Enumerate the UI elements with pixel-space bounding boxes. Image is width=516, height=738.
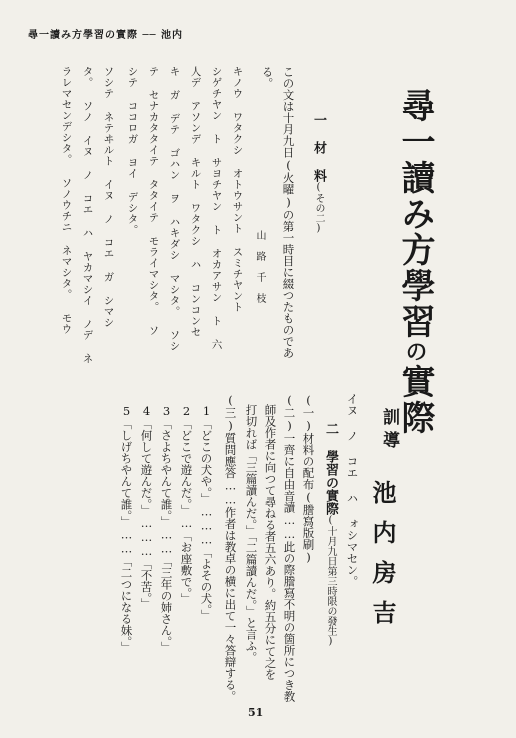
- author-name: 池内房吉: [368, 480, 397, 640]
- intro-line-1: この文は十月九日(火曜)の第一時目に綴つたものであ: [281, 66, 296, 359]
- qa-line-4: 4「何して遊んだ。」………「不苦。」: [139, 404, 154, 610]
- qa-line-3: 3「さよちやんて誰。」……「三年の姉さん。」: [159, 404, 174, 653]
- procedure-line-3: 師及作者に向つて尋ねる者五六あり。約五分にて之を: [263, 404, 278, 680]
- procedure-line-5: (三)質問應答……作者は教卓の横に出て一々答辯する。: [223, 393, 238, 702]
- kana-line-5: テ セナカタタイテ タタイテ モライマシタ。 ソ: [147, 66, 160, 336]
- procedure-line-2: (二)一齊に自由音讀……此の際謄寫不明の箇所につき教: [282, 393, 297, 702]
- title-particle: の: [402, 340, 428, 364]
- author-role: 訓導: [379, 408, 399, 454]
- running-head: 尋一讀み方學習の實際 ── 池内: [28, 30, 184, 41]
- section-two-note: (十月九日第三時限の發生): [325, 515, 336, 647]
- section-two-title: 二 學習の實際: [323, 422, 338, 515]
- section-one-title: 一 材 料: [311, 113, 326, 182]
- kana-line-7: ソシテ ネテヰルト イヌ ノ コエ ガ シマシ: [102, 66, 115, 328]
- procedure-line-1: (一)材料の配布(謄寫版刷): [301, 393, 316, 564]
- kana-line-2: シゲチヤン ト サヨチヤン ト オカアサン ト 六: [210, 66, 223, 350]
- section-two-heading: [324, 422, 337, 647]
- qa-line-1: 1「どこの犬や。」………「よその犬。」: [199, 404, 214, 621]
- title-main: 尋一讀み方學習: [395, 88, 435, 340]
- section-one-note: (その二): [313, 182, 324, 234]
- kana-line-3: 人デ アソンデ キルト ワタクシ ハ コンコンセ: [189, 66, 202, 338]
- page-title: [395, 88, 435, 436]
- poem-author: 山 路 千 枝: [254, 230, 265, 303]
- intro-line-2: る。: [260, 66, 275, 89]
- kana-line-8: タ。 ソノ イヌ ノ コエ ハ ヤカマシイ ノデ ネ: [81, 66, 94, 364]
- procedure-line-4: 打切れば「三篇讀んだ。」「二篇讀んだ。」と言ふ。: [244, 404, 259, 663]
- page-number: 51: [248, 706, 264, 719]
- qa-line-5: 5「しげちやんて誰。」……「二つになる妹。」: [119, 404, 134, 653]
- title-end: 實際: [395, 364, 435, 436]
- kana-line-9: ラレマセンデシタ。 ソノウチニ ネマシタ。 モウ: [60, 66, 73, 335]
- kana-line-4: キ ガ デテ ゴハン ヲ ハキダシ マシタ。 ソシ: [168, 66, 181, 352]
- section-one-heading: [312, 113, 325, 234]
- inu-line: イヌ ノ コエ ハ ォシマセン。: [345, 393, 360, 587]
- qa-line-2: 2「どこで遊んだ。」…「お座敷で。」: [179, 404, 194, 605]
- kana-line-6: シテ ココロガ ヨイ デシタ。: [126, 66, 139, 236]
- kana-line-1: キノウ ワタクシ オトウサント スミチヤント: [231, 66, 244, 313]
